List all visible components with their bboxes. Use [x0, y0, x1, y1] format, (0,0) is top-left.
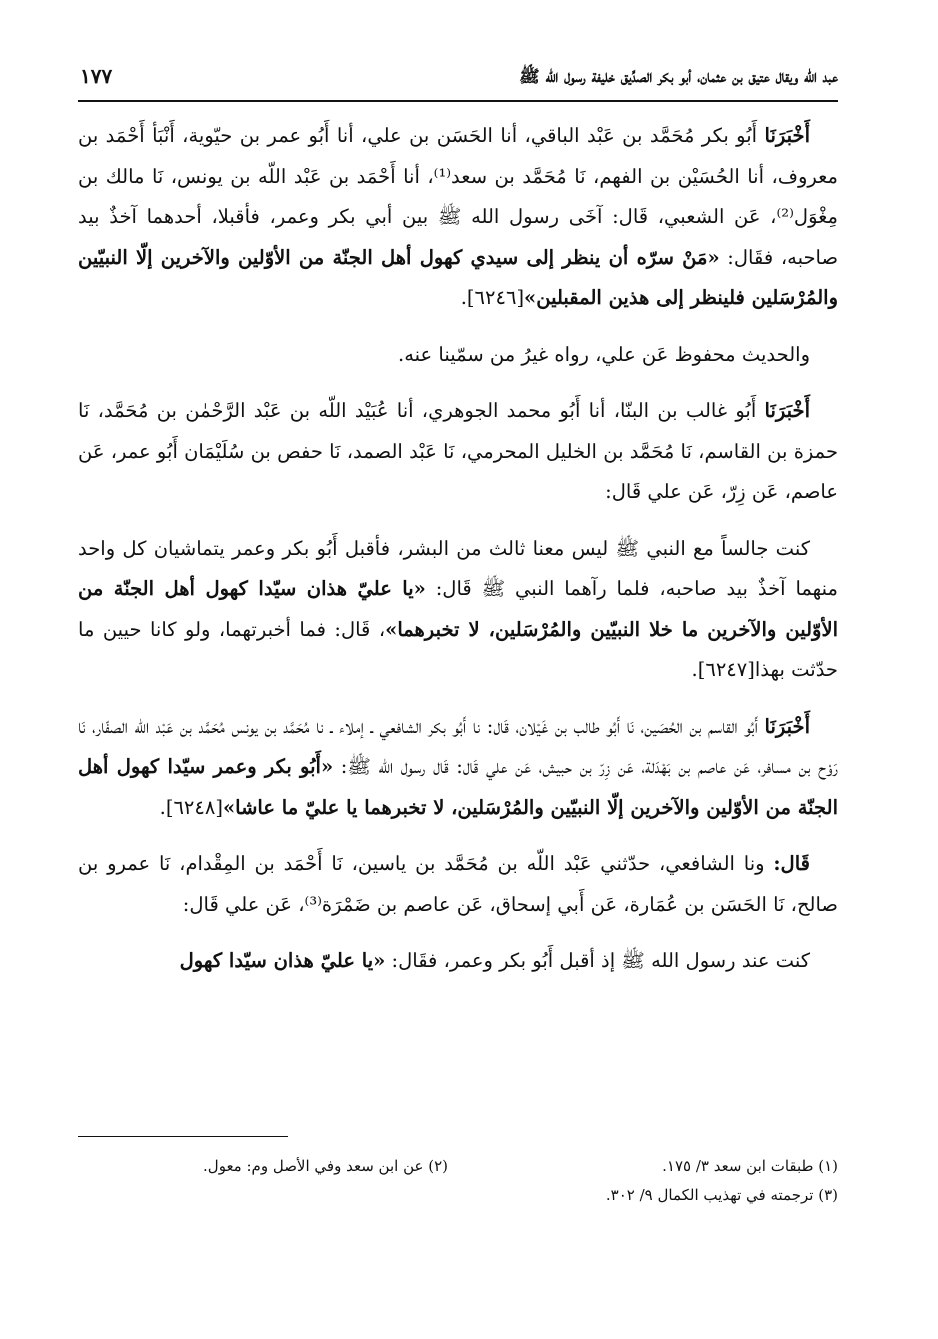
footnote-1: (١) طبقات ابن سعد ٣/ ١٧٥. — [662, 1157, 838, 1175]
paragraph-text: أَبُو بكر مُحَمَّد بن عَبْد الباقي، أنا الحَسَن بن علي، أنا أَبُو عمر بن حيّوية، أَنْبَأ أَحْمَد بن معروف، أنا الحُسَيْن بن الفهم، نَا مُحَمَّد بن سعد⁽¹⁾، أنا أَحْمَد بن عَبْد اللّه بن يونس، نَا مالك بن مِغْوَل⁽²⁾، عَن الشعبي، قَال: آخَى رسول الله ﷺ بين أبي بكر وعمر، فأقبلا، أحدهما آخذٌ بيد صاحبه، فقَال: — [78, 124, 839, 269]
paragraph-text-cont: ، قَال: فما أخبرتهما، ولو كانا حيين ما حدّثت بهذا — [78, 617, 838, 681]
footnote-2: (٢) عن ابن سعد وفي الأصل وم: معول. — [203, 1157, 448, 1175]
main-text — [78, 116, 838, 982]
page-number: ١٧٧ — [80, 64, 113, 88]
hadith-quote: «يا عليّ هذان سيّدا كهول — [179, 949, 386, 972]
paragraph-5 — [78, 707, 838, 829]
footnote-row — [78, 1181, 838, 1210]
paragraph-text: أَبُو القاسم بن الحُصَين، نَا أَبُو طالب بن غَيْلان، قَال: نا أَبُو بكر الشافعي ـ إملاء ـ نا مُحَمَّد بن يونس مُحَمَّد بن عَبْد اللّه الصفّار، نَا رَوْح بن مسافر، عَن عاصم بن بَهْدَلة، عَن زِرّ بن حبيش، عَن علي قَال: قَال رسول الله ﷺ: — [78, 714, 838, 778]
paragraph-lead: قَال: — [773, 852, 810, 875]
running-title: عبد الله ويقال عتيق بن عثمان، أبو بكر الصدِّيق خليفة رسول الله ﷺ — [519, 67, 838, 87]
paragraph-2 — [78, 335, 838, 376]
paragraph-6 — [78, 844, 838, 925]
hadith-number: [٦٢٤٧]. — [691, 658, 755, 681]
paragraph-text: كنت عند رسول الله ﷺ إذ أقبل أَبُو بكر وعمر، فقَال: — [385, 949, 810, 972]
paragraph-lead: أَخْبَرَنَا — [764, 714, 810, 738]
paragraph-text: أَبُو غالب بن البنّا، أنا أَبُو محمد الجوهري، أنا عُبَيْد اللّه بن عَبْد الرَّحْمٰن بن مُحَمَّد، نَا حمزة بن القاسم، نَا مُحَمَّد بن الخليل المحرمي، نَا عَبْد الصمد، نَا حفص بن سُلَيْمَان أَبُو عمر، عَن عاصم، عَن زِرّ، عَن علي قَال: — [78, 399, 838, 503]
footnote-3: (٣) ترجمته في تهذيب الكمال ٩/ ٣٠٢. — [605, 1186, 838, 1204]
paragraph-lead: أَخْبَرَنَا — [764, 124, 810, 147]
footnotes — [78, 1152, 838, 1210]
hadith-number: [٦٢٤٨]. — [159, 795, 223, 819]
hadith-number: [٦٢٤٦]. — [460, 286, 525, 309]
paragraph-4 — [78, 529, 838, 691]
page-header — [78, 60, 838, 102]
hadith-quote: «مَنْ سرّه أن ينظر إلى سيدي كهول أهل الجنّة من الأوّلين والآخرين إلّا النبيّين والمُرْسَلين فلينظر إلى هذين المقبلين» — [78, 245, 838, 309]
paragraph-3 — [78, 391, 838, 513]
paragraph-text: والحديث محفوظ عَن علي، رواه غيرُ من سمّينا عنه. — [398, 342, 810, 366]
footnote-row — [78, 1152, 838, 1181]
hadith-quote: «أَبُو بكر وعمر سيّدا كهول أهل الجنّة من الأوّلين والآخرين إلّا النبيّين والمُرْسَلين، لا تخبرهما يا عليّ ما عاشا» — [78, 755, 838, 819]
paragraph-text: ونا الشافعي، حدّثني عَبْد اللّه بن مُحَمَّد بن ياسين، نَا أَحْمَد بن المِقْدام، نَا عمرو بن صالح، نَا الحَسَن بن عُمَارة، عَن أَبي إسحاق، عَن عاصم بن ضَمْرَة⁽³⁾، عَن علي قَال: — [78, 852, 838, 916]
hadith-quote: «يا عليّ هذان سيّدا كهول أهل الجنّة من الأوّلين والآخرين ما خلا النبيّين والمُرْسَلين، لا تخبرهما» — [78, 577, 838, 641]
paragraph-lead: أَخْبَرَنَا — [764, 399, 810, 422]
paragraph-1 — [78, 116, 838, 319]
footnote-divider — [78, 1136, 288, 1137]
book-page — [78, 60, 838, 998]
paragraph-7 — [78, 941, 838, 982]
paragraph-text: كنت جالساً مع النبي ﷺ ليس معنا ثالث من البشر، فأقبل أَبُو بكر وعمر يتماشيان كل واحد منهما آخذٌ بيد صاحبه، فلما رآهما النبي ﷺ قَال: — [78, 536, 838, 600]
